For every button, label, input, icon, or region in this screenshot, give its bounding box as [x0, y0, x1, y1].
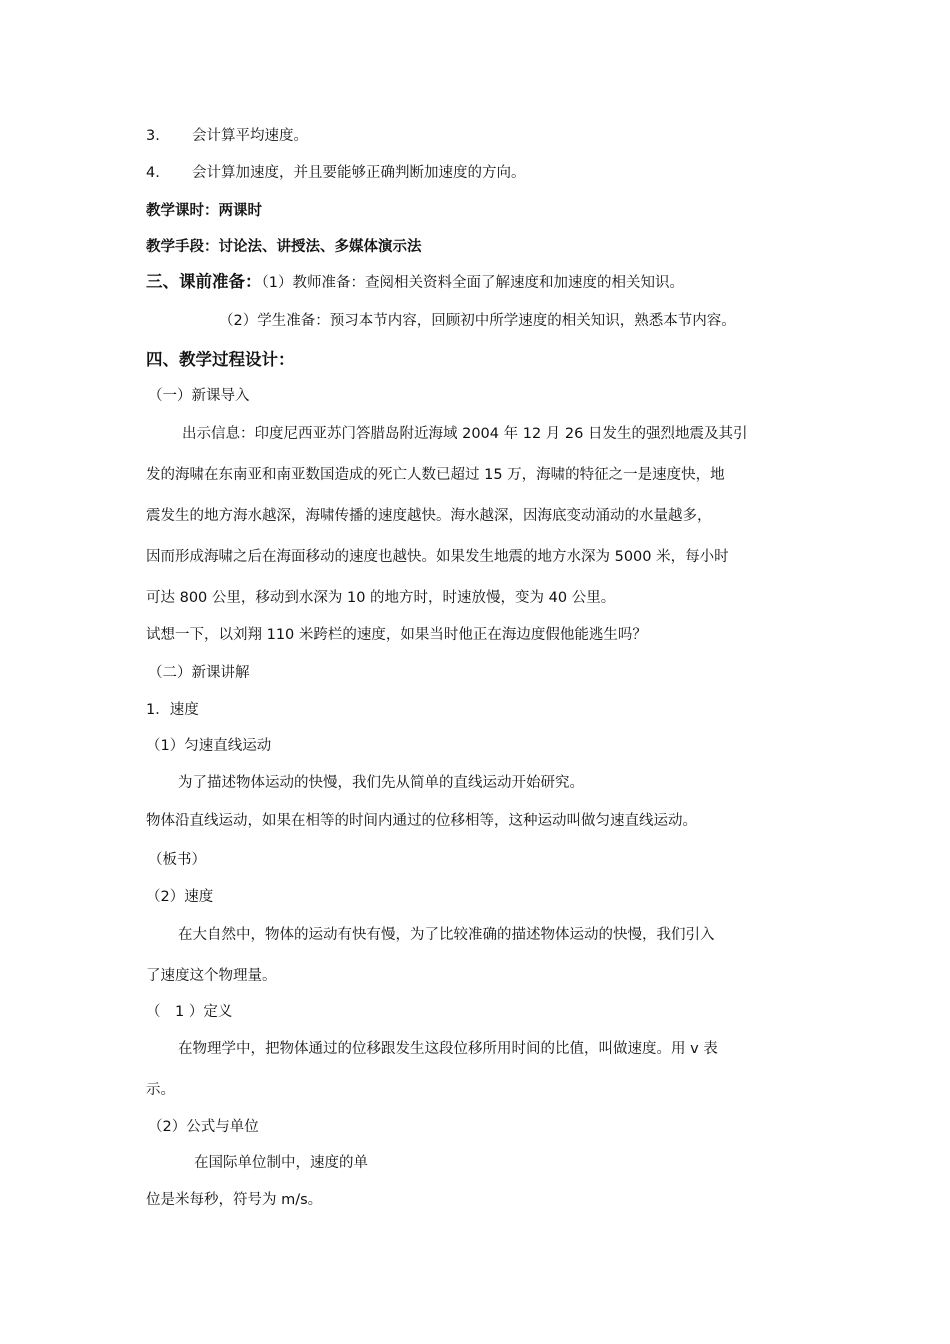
- intro-line: 出示信息：印度尼西亚苏门答腊岛附近海域 2004 年 12 月 26 日发生的强烈地震及其引: [182, 426, 748, 442]
- objective-text: 会计算加速度，并且要能够正确判断加速度的方向。: [192, 165, 526, 181]
- lecture-heading: （二）新课讲解: [148, 665, 250, 681]
- paragraph: 了速度这个物理量。: [146, 968, 277, 984]
- paragraph: 为了描述物体运动的快慢，我们先从简单的直线运动开始研究。: [178, 775, 584, 791]
- formula-unit-title: （2）公式与单位: [148, 1119, 259, 1135]
- preparation-heading: 三、课前准备：: [146, 272, 262, 291]
- preparation-section: [146, 272, 684, 292]
- definition-title: （ 1 ）定义: [146, 1004, 233, 1020]
- paragraph: 在国际单位制中，速度的单: [194, 1155, 368, 1171]
- intro-line: 震发生的地方海水越深，海啸传播的速度越快。海水越深，因海底变动涌动的水量越多，: [146, 508, 712, 524]
- process-heading: 四、教学过程设计：: [146, 350, 295, 369]
- student-preparation: （2）学生准备：预习本节内容，回顾初中所学速度的相关知识，熟悉本节内容。: [219, 313, 736, 329]
- paragraph: 示。: [146, 1082, 175, 1098]
- intro-heading: （一）新课导入: [148, 388, 250, 404]
- objective-number: 4.: [146, 165, 160, 181]
- intro-question: 试想一下，以刘翔 110 米跨栏的速度，如果当时他正在海边度假他能逃生吗？: [146, 627, 647, 643]
- uniform-motion-title: （1）匀速直线运动: [146, 738, 272, 754]
- intro-line: 因而形成海啸之后在海面移动的速度也越快。如果发生地震的地方水深为 5000 米，每小时: [146, 549, 729, 565]
- teacher-preparation: （1）教师准备：查阅相关资料全面了解速度和加速度的相关知识。: [261, 275, 684, 291]
- paragraph: 在物理学中，把物体通过的位移跟发生这段位移所用时间的比值，叫做速度。用 v 表: [178, 1041, 718, 1057]
- board-note: （板书）: [148, 852, 206, 868]
- speed-title: （2）速度: [146, 889, 214, 905]
- objective-text: 会计算平均速度。: [192, 128, 308, 144]
- paragraph: 在大自然中，物体的运动有快有慢，为了比较准确的描述物体运动的快慢，我们引入: [178, 927, 715, 943]
- objective-item-3: [146, 128, 308, 145]
- class-hours: 教学课时：两课时: [146, 203, 262, 219]
- objective-number: 3.: [146, 128, 160, 144]
- intro-line: 可达 800 公里，移动到水深为 10 的地方时，时速放慢，变为 40 公里。: [146, 590, 616, 606]
- objective-item-4: [146, 165, 526, 182]
- teaching-methods: 教学手段：讨论法、讲授法、多媒体演示法: [146, 239, 422, 255]
- velocity-title: 1．速度: [146, 702, 199, 718]
- paragraph: 位是米每秒，符号为 m/s。: [146, 1192, 323, 1208]
- intro-line: 发的海啸在东南亚和南亚数国造成的死亡人数已超过 15 万，海啸的特征之一是速度快，地: [146, 467, 725, 483]
- paragraph: 物体沿直线运动，如果在相等的时间内通过的位移相等，这种运动叫做匀速直线运动。: [146, 813, 697, 829]
